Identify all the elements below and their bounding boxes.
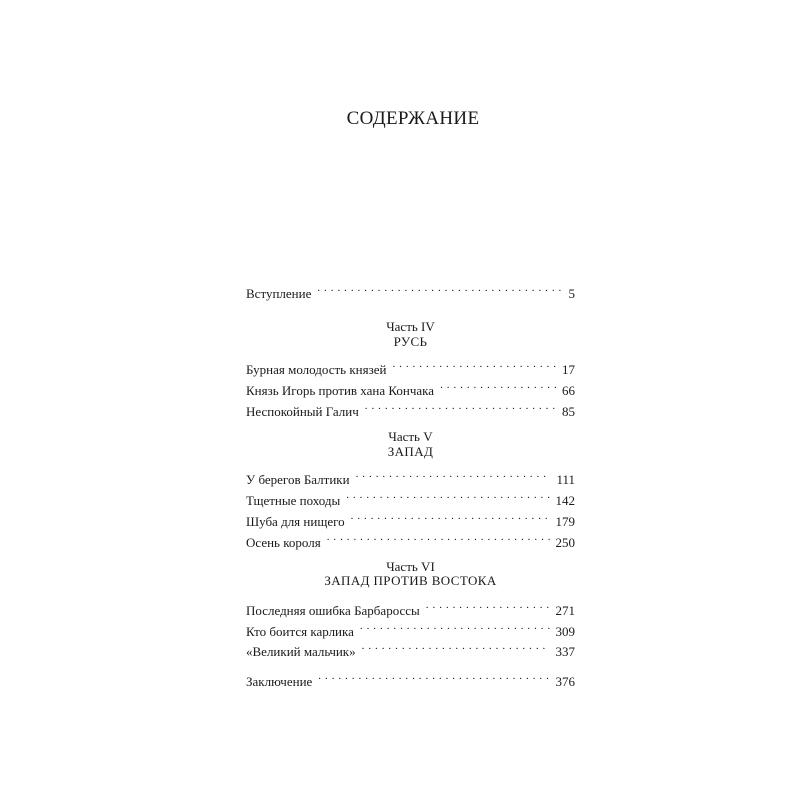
- toc-entry-label: Осень короля: [246, 535, 321, 550]
- toc-entry[interactable]: [246, 527, 575, 550]
- dot-leader: [346, 485, 549, 505]
- toc-entry-label: У берегов Балтики: [246, 472, 350, 487]
- toc-entry-page: 271: [555, 603, 575, 618]
- toc-entry[interactable]: [246, 636, 575, 659]
- toc-entry-page: 142: [555, 493, 575, 508]
- toc-entry-page: 376: [555, 674, 575, 689]
- toc-entry-page: 17: [562, 362, 575, 377]
- toc-entry[interactable]: [246, 506, 575, 529]
- toc-entry[interactable]: [246, 616, 575, 639]
- dot-leader: [362, 636, 550, 656]
- toc-entry-page: 5: [568, 286, 575, 301]
- page-title: СОДЕРЖАНИЕ: [346, 108, 480, 129]
- part-heading: Часть IV: [386, 319, 435, 334]
- toc-entry[interactable]: [246, 485, 575, 508]
- toc-entry-label: «Великий мальчик»: [246, 644, 356, 659]
- toc-entry[interactable]: [246, 595, 575, 618]
- toc-entry[interactable]: [246, 354, 575, 377]
- toc-entry[interactable]: [246, 396, 575, 419]
- part-name: РУСЬ: [393, 334, 428, 349]
- dot-leader: [356, 464, 551, 484]
- toc-entry-intro[interactable]: [246, 278, 575, 301]
- dot-leader: [440, 375, 556, 395]
- part-heading: Часть VI: [386, 559, 435, 574]
- toc-entry-page: 85: [562, 404, 575, 419]
- toc-entry-page: 66: [562, 383, 575, 398]
- part-heading: Часть V: [388, 429, 433, 444]
- toc-entry-label: Князь Игорь против хана Кончака: [246, 383, 435, 398]
- toc-entry-label: Шуба для нищего: [246, 514, 345, 529]
- toc-entry-label: Вступление: [246, 286, 312, 301]
- toc-entry-page: 250: [555, 535, 575, 550]
- toc-entry[interactable]: [246, 375, 575, 398]
- toc-entry-page: 337: [555, 644, 575, 659]
- dot-leader: [365, 396, 556, 416]
- toc-entry-page: 179: [555, 514, 575, 529]
- toc-entry-page: 309: [555, 624, 575, 639]
- toc-entry-label: Кто боится карлика: [246, 624, 354, 639]
- toc-entry-label: Неспокойный Галич: [246, 404, 359, 419]
- part-name: ЗАПАД: [387, 444, 434, 459]
- toc-entry-label: Последняя ошибка Барбароссы: [246, 603, 420, 618]
- toc-entry-page: 111: [556, 472, 575, 487]
- toc-entry-conclusion[interactable]: [246, 666, 575, 689]
- dot-leader: [318, 666, 549, 686]
- toc-entry-label: Тщетные походы: [246, 493, 341, 508]
- dot-leader: [351, 506, 550, 526]
- dot-leader: [426, 595, 550, 615]
- toc-entry-label: Бурная молодость князей: [246, 362, 387, 377]
- dot-leader: [392, 354, 556, 374]
- dot-leader: [360, 616, 550, 636]
- toc-entry-label: Заключение: [246, 674, 313, 689]
- toc-entry[interactable]: [246, 464, 575, 487]
- part-name: ЗАПАД ПРОТИВ ВОСТОКА: [324, 573, 497, 588]
- dot-leader: [327, 527, 550, 547]
- dot-leader: [317, 278, 562, 298]
